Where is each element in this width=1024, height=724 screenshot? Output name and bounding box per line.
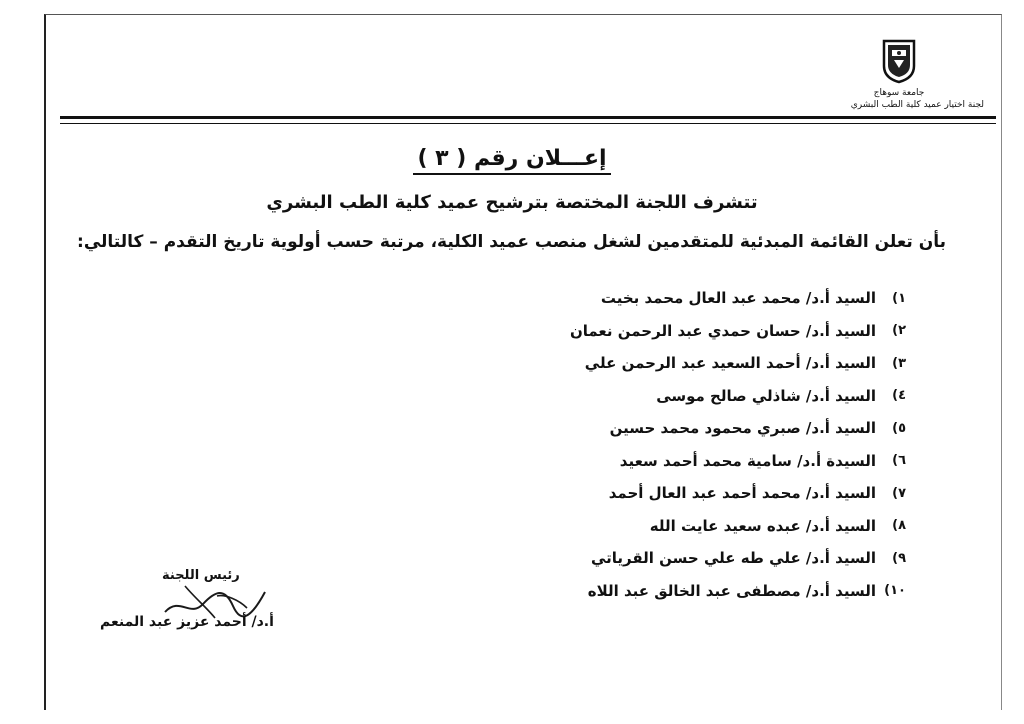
candidate-number: ٢): [892, 323, 906, 339]
list-item: [446, 282, 906, 315]
candidate-number: ٤): [892, 388, 906, 404]
signature-block: [100, 568, 330, 638]
candidates-list: [446, 282, 906, 607]
list-item: [446, 347, 906, 380]
university-logo-icon: [881, 38, 917, 84]
candidate-name: السيد أ.د/ مصطفى عبد الخالق عبد اللاه: [587, 581, 876, 600]
candidate-name: السيد أ.د/ حسان حمدي عبد الرحمن نعمان: [569, 321, 876, 340]
list-item: [446, 510, 906, 543]
header-block: [814, 38, 984, 100]
candidate-number: ٦): [892, 453, 906, 469]
header-rule-thin: [60, 123, 996, 124]
candidate-name: السيد أ.د/ علي طه علي حسن القرياتي: [590, 549, 876, 568]
candidate-name: السيد أ.د/ أحمد السعيد عبد الرحمن علي: [584, 354, 876, 373]
list-item: [446, 575, 906, 608]
candidate-number: ٥): [892, 420, 906, 436]
signature-name: أ.د/ أحمد عزيز عبد المنعم: [100, 614, 274, 630]
list-item: [446, 445, 906, 478]
list-item: [446, 380, 906, 413]
candidate-name: السيد أ.د/ محمد أحمد عبد العال أحمد: [608, 484, 876, 503]
announcement-title: [0, 146, 1024, 171]
candidate-number: ٧): [892, 485, 906, 501]
committee-name: لجنة اختيار عميد كلية الطب البشري: [850, 100, 984, 110]
candidate-name: السيد أ.د/ صبري محمود محمد حسين: [609, 419, 876, 438]
announcement-title-text: إعـــلان رقم ( ٣ ): [413, 146, 610, 175]
university-name: جامعة سوهاج: [873, 88, 925, 98]
list-item: [446, 477, 906, 510]
signature-title: رئيس اللجنة: [162, 568, 240, 583]
announcement-subtitle: تتشرف اللجنة المختصة بترشيح عميد كلية الطب البشري: [266, 192, 758, 213]
list-item: [446, 542, 906, 575]
candidate-number: ٨): [892, 518, 906, 534]
candidate-number: ١٠): [884, 583, 906, 599]
candidate-name: السيدة أ.د/ سامية محمد أحمد سعيد: [619, 451, 876, 470]
candidate-name: السيد أ.د/ شاذلي صالح موسى: [656, 386, 876, 405]
candidate-number: ٣): [892, 355, 906, 371]
announcement-intro: بأن تعلن القائمة المبدئية للمتقدمين لشغل منصب عميد الكلية، مرتبة حسب أولوية تاريخ التقدم – كالتالي:: [77, 232, 946, 252]
candidate-name: السيد أ.د/ محمد عبد العال محمد بخيت: [600, 289, 876, 308]
candidate-name: السيد أ.د/ عبده سعيد عايت الله: [649, 516, 876, 535]
header-rule-thick: [60, 116, 996, 119]
list-item: [446, 412, 906, 445]
candidate-number: ١): [892, 290, 906, 306]
candidate-number: ٩): [892, 550, 906, 566]
list-item: [446, 315, 906, 348]
